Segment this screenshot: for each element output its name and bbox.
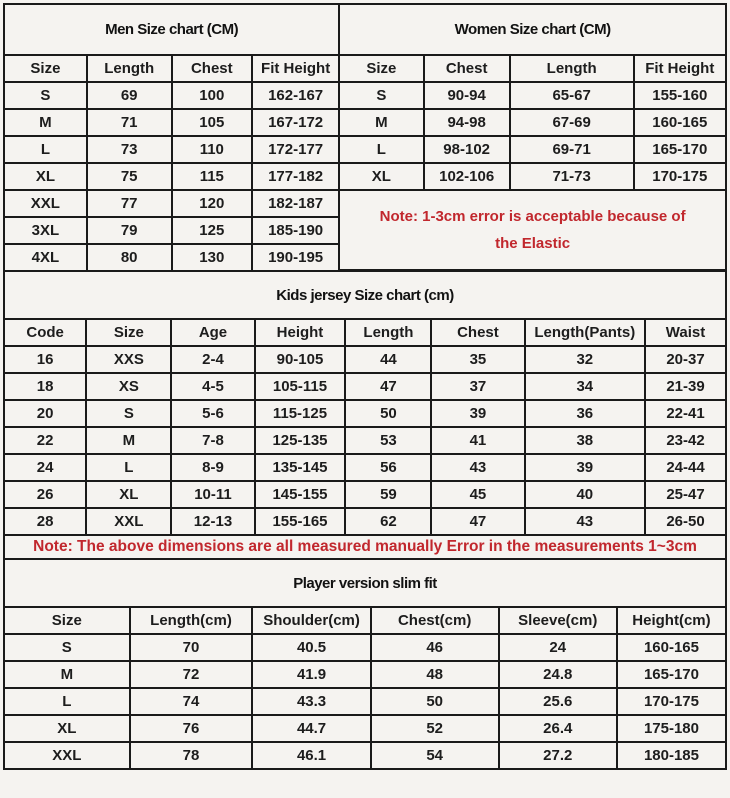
table-cell: 38	[525, 427, 646, 454]
table-cell: 110	[172, 136, 252, 163]
column-header: Size	[4, 55, 87, 82]
table-cell: 62	[345, 508, 431, 535]
column-header: Height(cm)	[617, 607, 726, 634]
column-header: Length(Pants)	[525, 319, 646, 346]
table-cell: 190-195	[252, 244, 339, 271]
kids-measurement-note: Note: The above dimensions are all measured manually Error in the measurements 1~3cm	[3, 534, 727, 560]
women-header-row	[339, 55, 726, 82]
table-row	[339, 109, 726, 136]
column-header: Chest	[172, 55, 252, 82]
table-cell: 46.1	[252, 742, 370, 769]
table-cell: 35	[431, 346, 524, 373]
table-cell: XL	[86, 481, 171, 508]
table-cell: 135-145	[255, 454, 346, 481]
table-cell: XXL	[4, 742, 130, 769]
table-cell: 69	[87, 82, 172, 109]
table-cell: 43	[525, 508, 646, 535]
table-cell: 24	[499, 634, 617, 661]
women-table-title: Women Size chart (CM)	[339, 4, 726, 55]
table-cell: 50	[371, 688, 499, 715]
table-cell: 185-190	[252, 217, 339, 244]
table-cell: L	[86, 454, 171, 481]
table-cell: 21-39	[645, 373, 726, 400]
table-cell: XXS	[86, 346, 171, 373]
player-header-row	[4, 607, 726, 634]
column-header: Length	[510, 55, 634, 82]
table-row	[339, 136, 726, 163]
men-header-row	[4, 55, 339, 82]
table-cell: 125	[172, 217, 252, 244]
table-row	[339, 82, 726, 109]
table-cell: M	[4, 661, 130, 688]
men-table-title: Men Size chart (CM)	[4, 4, 339, 55]
table-cell: 44.7	[252, 715, 370, 742]
table-cell: S	[4, 82, 87, 109]
table-row	[4, 454, 726, 481]
table-cell: 73	[87, 136, 172, 163]
table-cell: 8-9	[171, 454, 254, 481]
women-table-body	[339, 82, 726, 190]
table-row	[4, 634, 726, 661]
table-cell: 26	[4, 481, 86, 508]
table-cell: XL	[4, 715, 130, 742]
column-header: Fit Height	[252, 55, 339, 82]
men-size-table	[3, 3, 340, 272]
table-cell: 26-50	[645, 508, 726, 535]
table-cell: 105-115	[255, 373, 346, 400]
table-cell: 56	[345, 454, 431, 481]
table-cell: 18	[4, 373, 86, 400]
table-row	[4, 346, 726, 373]
table-cell: 27.2	[499, 742, 617, 769]
table-cell: 41	[431, 427, 524, 454]
table-cell: 46	[371, 634, 499, 661]
column-header: Size	[86, 319, 171, 346]
table-cell: 102-106	[424, 163, 510, 190]
table-cell: XL	[4, 163, 87, 190]
women-title-row	[339, 4, 726, 55]
table-cell: 5-6	[171, 400, 254, 427]
adult-size-charts-row	[3, 3, 727, 272]
table-cell: 155-160	[634, 82, 726, 109]
table-cell: 28	[4, 508, 86, 535]
kids-size-table	[3, 270, 727, 536]
table-cell: 7-8	[171, 427, 254, 454]
table-cell: 43	[431, 454, 524, 481]
table-cell: 34	[525, 373, 646, 400]
table-cell: 167-172	[252, 109, 339, 136]
table-cell: 160-165	[617, 634, 726, 661]
table-row	[4, 244, 339, 271]
men-table-body	[4, 82, 339, 271]
table-cell: 65-67	[510, 82, 634, 109]
table-row	[4, 163, 339, 190]
table-cell: 180-185	[617, 742, 726, 769]
table-cell: 145-155	[255, 481, 346, 508]
table-row	[4, 109, 339, 136]
table-cell: 20-37	[645, 346, 726, 373]
table-cell: 45	[431, 481, 524, 508]
table-cell: 71	[87, 109, 172, 136]
table-cell: 4XL	[4, 244, 87, 271]
table-cell: 170-175	[617, 688, 726, 715]
table-row	[339, 163, 726, 190]
table-cell: 182-187	[252, 190, 339, 217]
player-table-body	[4, 634, 726, 769]
table-cell: 69-71	[510, 136, 634, 163]
column-header: Chest	[431, 319, 524, 346]
table-cell: 47	[431, 508, 524, 535]
table-cell: S	[86, 400, 171, 427]
table-cell: L	[339, 136, 423, 163]
table-row	[4, 136, 339, 163]
table-cell: S	[4, 634, 130, 661]
table-cell: 165-170	[634, 136, 726, 163]
table-cell: 94-98	[424, 109, 510, 136]
column-header: Size	[339, 55, 423, 82]
table-cell: 59	[345, 481, 431, 508]
table-cell: 32	[525, 346, 646, 373]
table-cell: 47	[345, 373, 431, 400]
table-cell: 40.5	[252, 634, 370, 661]
table-cell: XXL	[86, 508, 171, 535]
table-cell: 53	[345, 427, 431, 454]
table-cell: 41.9	[252, 661, 370, 688]
table-cell: M	[86, 427, 171, 454]
table-cell: 50	[345, 400, 431, 427]
women-elastic-note: Note: 1-3cm error is acceptable because of the Elastic	[338, 189, 727, 271]
table-cell: 79	[87, 217, 172, 244]
table-cell: 25.6	[499, 688, 617, 715]
table-row	[4, 217, 339, 244]
table-row	[4, 661, 726, 688]
table-cell: 75	[87, 163, 172, 190]
table-cell: 90-94	[424, 82, 510, 109]
table-cell: 74	[130, 688, 253, 715]
table-cell: M	[339, 109, 423, 136]
table-cell: 24-44	[645, 454, 726, 481]
table-cell: 23-42	[645, 427, 726, 454]
table-cell: L	[4, 688, 130, 715]
table-cell: 172-177	[252, 136, 339, 163]
table-cell: 115-125	[255, 400, 346, 427]
table-cell: M	[4, 109, 87, 136]
table-cell: 16	[4, 346, 86, 373]
table-row	[4, 715, 726, 742]
table-row	[4, 508, 726, 535]
column-header: Sleeve(cm)	[499, 607, 617, 634]
table-cell: 177-182	[252, 163, 339, 190]
table-cell: 2-4	[171, 346, 254, 373]
table-cell: 20	[4, 400, 86, 427]
column-header: Length	[87, 55, 172, 82]
kids-table-title: Kids jersey Size chart (cm)	[4, 271, 726, 319]
table-cell: 48	[371, 661, 499, 688]
table-cell: 77	[87, 190, 172, 217]
table-cell: 4-5	[171, 373, 254, 400]
table-cell: 3XL	[4, 217, 87, 244]
table-cell: 26.4	[499, 715, 617, 742]
column-header: Code	[4, 319, 86, 346]
column-header: Waist	[645, 319, 726, 346]
table-cell: XL	[339, 163, 423, 190]
kids-header-row	[4, 319, 726, 346]
table-cell: 71-73	[510, 163, 634, 190]
column-header: Length(cm)	[130, 607, 253, 634]
table-cell: 12-13	[171, 508, 254, 535]
kids-table-body	[4, 346, 726, 535]
table-cell: 10-11	[171, 481, 254, 508]
table-cell: 130	[172, 244, 252, 271]
table-cell: 120	[172, 190, 252, 217]
table-cell: 39	[525, 454, 646, 481]
table-cell: 160-165	[634, 109, 726, 136]
table-cell: S	[339, 82, 423, 109]
column-header: Chest(cm)	[371, 607, 499, 634]
table-row	[4, 400, 726, 427]
table-cell: 70	[130, 634, 253, 661]
table-cell: 40	[525, 481, 646, 508]
women-size-table	[338, 3, 727, 191]
table-cell: 52	[371, 715, 499, 742]
table-row	[4, 373, 726, 400]
kids-title-row	[4, 271, 726, 319]
table-cell: XXL	[4, 190, 87, 217]
table-cell: 162-167	[252, 82, 339, 109]
table-row	[4, 742, 726, 769]
table-cell: 37	[431, 373, 524, 400]
table-cell: 72	[130, 661, 253, 688]
column-header: Fit Height	[634, 55, 726, 82]
men-title-row	[4, 4, 339, 55]
table-cell: 22-41	[645, 400, 726, 427]
table-cell: 125-135	[255, 427, 346, 454]
table-cell: 43.3	[252, 688, 370, 715]
table-cell: L	[4, 136, 87, 163]
table-cell: 98-102	[424, 136, 510, 163]
column-header: Size	[4, 607, 130, 634]
table-cell: 105	[172, 109, 252, 136]
table-cell: 54	[371, 742, 499, 769]
table-cell: 115	[172, 163, 252, 190]
column-header: Length	[345, 319, 431, 346]
table-cell: 80	[87, 244, 172, 271]
table-cell: 90-105	[255, 346, 346, 373]
women-size-chart-section	[338, 3, 727, 272]
table-cell: 155-165	[255, 508, 346, 535]
column-header: Chest	[424, 55, 510, 82]
table-cell: XS	[86, 373, 171, 400]
player-table-title: Player version slim fit	[4, 559, 726, 607]
table-cell: 67-69	[510, 109, 634, 136]
column-header: Age	[171, 319, 254, 346]
table-row	[4, 481, 726, 508]
table-cell: 25-47	[645, 481, 726, 508]
table-cell: 22	[4, 427, 86, 454]
table-cell: 39	[431, 400, 524, 427]
table-cell: 24	[4, 454, 86, 481]
table-cell: 24.8	[499, 661, 617, 688]
table-cell: 44	[345, 346, 431, 373]
table-row	[4, 427, 726, 454]
table-cell: 100	[172, 82, 252, 109]
column-header: Shoulder(cm)	[252, 607, 370, 634]
table-cell: 175-180	[617, 715, 726, 742]
table-cell: 78	[130, 742, 253, 769]
table-row	[4, 82, 339, 109]
player-title-row	[4, 559, 726, 607]
table-cell: 76	[130, 715, 253, 742]
men-size-chart-section	[3, 3, 340, 272]
table-row	[4, 688, 726, 715]
table-cell: 165-170	[617, 661, 726, 688]
table-cell: 36	[525, 400, 646, 427]
column-header: Height	[255, 319, 346, 346]
player-version-table	[3, 558, 727, 770]
table-row	[4, 190, 339, 217]
table-cell: 170-175	[634, 163, 726, 190]
